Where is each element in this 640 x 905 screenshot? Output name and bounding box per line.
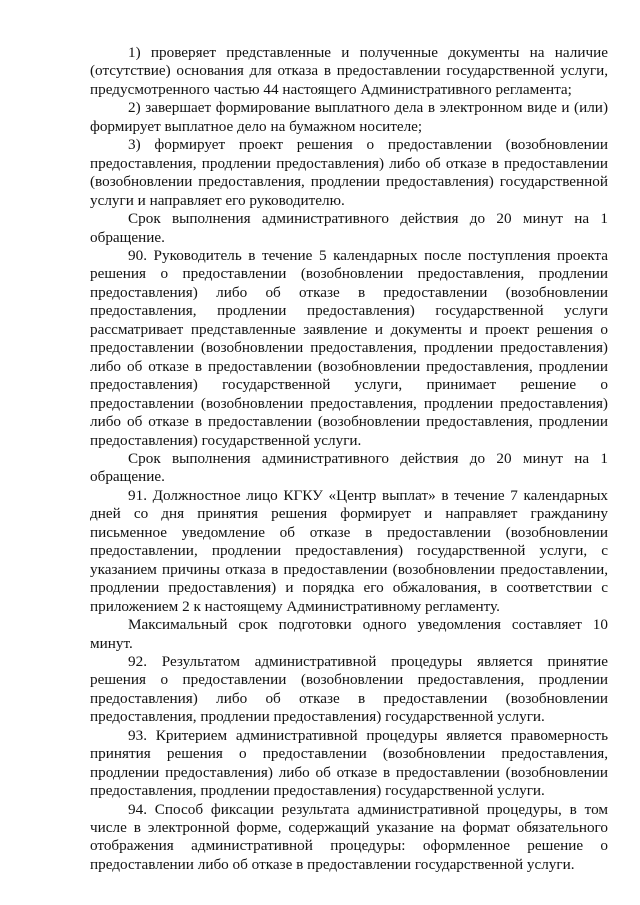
paragraph-93: 93. Критерием административной процедуры является правомерность принятия решения о предоставлении (возобновлении предоставления, продлении предоставления) либо об отказе в предоставлении (возобновлении предоставления, продлении предоставления) государственной услуги. <box>90 726 608 800</box>
document-page <box>90 44 608 874</box>
paragraph-notice-deadline: Максимальный срок подготовки одного уведомления составляет 10 минут. <box>90 616 608 652</box>
paragraph-draft-decision: 3) формирует проект решения о предоставлении (возобновлении предоставления, продлении предоставления) либо об отказе в предоставлении (возобновлении предоставления, продлении предоставления) государственной услуги и направляет его руководителю. <box>90 136 608 209</box>
paragraph-90: 90. Руководитель в течение 5 календарных после поступления проекта решения о предоставлении (возобновлении предоставления, продлении предоставления) либо об отказе в предоставлении (возобновлении предоставления, продлении предоставления) государственной услуги рассматривает представленные заявление и документы и проект решения о предоставлении (возобновлении предоставления, продлении предоставления) либо об отказе в предоставлении (возобновлении предоставления, продлении предоставления) государственной услуги, принимает решение о предоставлении (возобновлении предоставления, продлении предоставления) либо об отказе в предоставлении (возобновлении предоставления, продлении предоставления) государственной услуги. <box>90 246 608 449</box>
paragraph-check-documents: 1) проверяет представленные и полученные документы на наличие (отсутствие) основания для отказа в предоставлении государственной услуги, предусмотренного частью 44 настоящего Административного регламента; <box>90 44 608 98</box>
paragraph-94: 94. Способ фиксации результата административной процедуры, в том числе в электронной форме, содержащий указание на формат обязательного отображения административной процедуры: оформленное решение о предоставлении либо об отказе в предоставлении государственной услуги. <box>90 800 608 873</box>
paragraph-91: 91. Должностное лицо КГКУ «Центр выплат» в течение 7 календарных дней со дня принятия решения формирует и направляет гражданину письменное уведомление об отказе в предоставлении (возобновлении предоставлении, продлении предоставления) государственной услуги, с указанием причины отказа в предоставлении (возобновлении предоставлении, продлении предоставления) и порядка его обжалования, в соответствии с приложением 2 к настоящему Административному регламенту. <box>90 486 608 615</box>
paragraph-deadline-20-min-2: Срок выполнения административного действия до 20 минут на 1 обращение. <box>90 449 608 486</box>
paragraph-92: 92. Результатом административной процедуры является принятие решения о предоставлении (возобновлении предоставления, продлении предоставления) либо об отказе в предоставлении (возобновлении предоставления, продлении предоставления) государственной услуги. <box>90 652 608 726</box>
paragraph-complete-file: 2) завершает формирование выплатного дела в электронном виде и (или) формирует выплатное дело на бумажном носителе; <box>90 99 608 135</box>
paragraph-deadline-20-min: Срок выполнения административного действия до 20 минут на 1 обращение. <box>90 210 608 246</box>
